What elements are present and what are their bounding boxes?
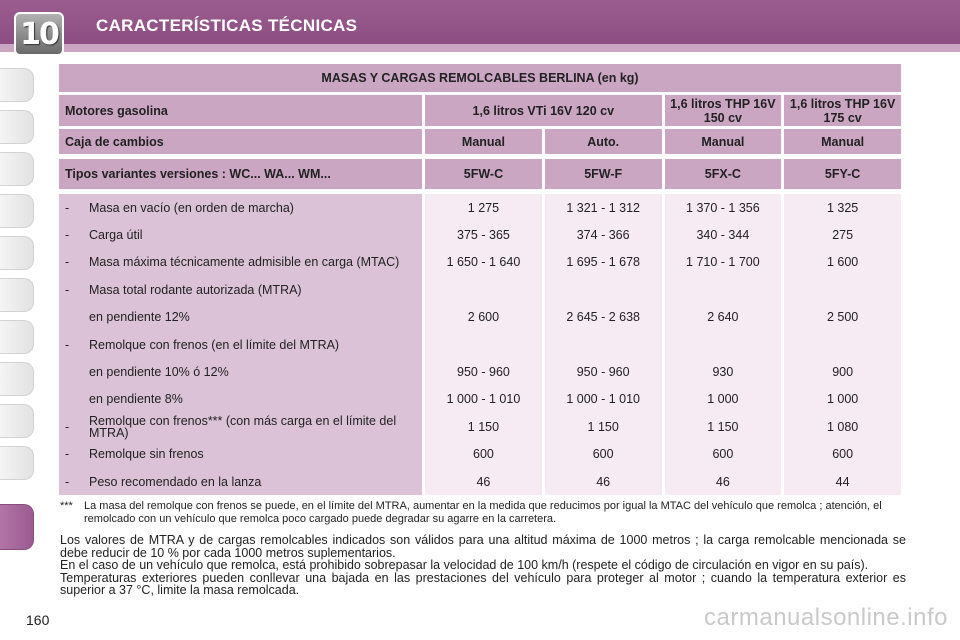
gearbox-cell: Manual (425, 129, 542, 154)
gearbox-cell: Manual (784, 129, 901, 154)
value-cell: 2 600 (425, 304, 542, 331)
value-cell: 930 (665, 358, 782, 385)
table-row (59, 194, 901, 221)
engine-header: 1,6 litros VTi 16V 120 cv (425, 95, 661, 126)
gearbox-cell: Manual (665, 129, 782, 154)
row-label-text: en pendiente 12% (89, 310, 190, 325)
footnote-text: La masa del remolque con frenos se puede, en el límite del MTRA, aumentar en la medida que reducimos por igual la MTAC del vehículo que remolca ; atención, el remolcado con un vehículo que remolca poco cargado puede degradar su agarre en la carretera. (84, 500, 882, 525)
row-label (59, 249, 422, 276)
note-paragraph: Los valores de MTRA y de cargas remolcables indicados son válidos para una altitud máxima de 1000 metros ; la carga remolcable mencionada se debe reducir de 10 % por cada 1000 metros suplementarios. (60, 533, 906, 560)
row-dash: - (65, 200, 70, 215)
row-label-text: en pendiente 8% (89, 392, 183, 407)
chapter-number-badge: 10 (14, 12, 64, 56)
value-cell (665, 276, 782, 303)
row-label-text: en pendiente 10% ó 12% (89, 365, 229, 380)
value-cell: 2 640 (665, 304, 782, 331)
value-cell (425, 276, 542, 303)
table-row (59, 386, 901, 413)
row-label (59, 413, 422, 440)
value-cell: 46 (665, 468, 782, 495)
value-cell: 1 150 (545, 413, 662, 440)
variant-cell: 5FW-F (545, 159, 662, 189)
row-label (59, 331, 422, 358)
variants-row-label: Tipos variantes versiones : WC... WA... WM... (59, 159, 422, 189)
table-row (59, 441, 901, 468)
table-row (59, 304, 901, 331)
page-title: CARACTERÍSTICAS TÉCNICAS (96, 16, 358, 35)
value-cell (545, 331, 662, 358)
value-cell: 1 321 - 1 312 (545, 194, 662, 221)
chapter-tabs (0, 60, 34, 560)
value-cell: 600 (665, 441, 782, 468)
chapter-tab[interactable] (0, 362, 34, 396)
page-number: 160 (26, 612, 50, 628)
row-label (59, 276, 422, 303)
row-dash: - (65, 337, 70, 352)
row-label (59, 304, 422, 331)
value-cell: 46 (425, 468, 542, 495)
chapter-tab[interactable] (0, 110, 34, 144)
value-cell: 600 (425, 441, 542, 468)
value-cell: 1 000 - 1 010 (425, 386, 542, 413)
gearbox-row-label: Caja de cambios (59, 129, 422, 154)
value-cell: 340 - 344 (665, 221, 782, 248)
value-cell: 2 500 (784, 304, 901, 331)
note-paragraph: Temperaturas exteriores pueden conllevar una bajada en las prestaciones del vehículo para proteger al motor ; cuando la temperatura exterior es superior a 37 °C, limite la masa remolcada. (60, 570, 906, 597)
row-dash: - (65, 474, 70, 489)
value-cell: 600 (545, 441, 662, 468)
value-cell (545, 276, 662, 303)
value-cell: 1 000 (784, 386, 901, 413)
value-cell: 1 000 (665, 386, 782, 413)
value-cell (425, 331, 542, 358)
row-label-text: Peso recomendado en la lanza (89, 474, 262, 489)
value-cell (784, 331, 901, 358)
variant-cell: 5FX-C (665, 159, 782, 189)
towing-weights-table (56, 64, 904, 495)
row-dash: - (65, 255, 70, 270)
watermark: carmanualsonline.info (704, 604, 948, 631)
footnote (60, 500, 906, 526)
chapter-tab[interactable] (0, 404, 34, 438)
table-title: MASAS Y CARGAS REMOLCABLES BERLINA (en kg) (59, 64, 901, 92)
row-label-text: Remolque sin frenos (89, 447, 204, 462)
row-label (59, 468, 422, 495)
value-cell: 2 645 - 2 638 (545, 304, 662, 331)
value-cell: 1 600 (784, 249, 901, 276)
row-label-text: Remolque con frenos (en el límite del MTRA) (89, 337, 340, 352)
value-cell: 1 150 (425, 413, 542, 440)
gearbox-cell: Auto. (545, 129, 662, 154)
chapter-tab[interactable] (0, 278, 34, 312)
notes-block (60, 534, 906, 597)
value-cell: 374 - 366 (545, 221, 662, 248)
value-cell: 1 150 (665, 413, 782, 440)
engine-row-label: Motores gasolina (59, 95, 422, 126)
chapter-tab[interactable] (0, 194, 34, 228)
chapter-tab[interactable] (0, 320, 34, 354)
row-label (59, 358, 422, 385)
value-cell: 375 - 365 (425, 221, 542, 248)
variant-cell: 5FY-C (784, 159, 901, 189)
variant-cell: 5FW-C (425, 159, 542, 189)
value-cell (665, 331, 782, 358)
table-row (59, 276, 901, 303)
value-cell: 900 (784, 358, 901, 385)
table-row (59, 413, 901, 440)
chapter-tab[interactable] (0, 68, 34, 102)
value-cell: 1 370 - 1 356 (665, 194, 782, 221)
row-dash: - (65, 282, 70, 297)
row-label-text: Masa máxima técnicamente admisible en carga (MTAC) (89, 255, 400, 270)
chapter-tab-active[interactable] (0, 504, 34, 550)
value-cell: 1 000 - 1 010 (545, 386, 662, 413)
table-row (59, 468, 901, 495)
value-cell: 600 (784, 441, 901, 468)
row-label (59, 441, 422, 468)
footnote-marker: *** (60, 500, 73, 512)
value-cell: 46 (545, 468, 662, 495)
note-paragraph: En el caso de un vehículo que remolca, está prohibido sobrepasar la velocidad de 100 km/h (respete el código de circulación en vigor en su país). (60, 558, 869, 572)
value-cell: 1 695 - 1 678 (545, 249, 662, 276)
chapter-tab[interactable] (0, 236, 34, 270)
value-cell: 1 275 (425, 194, 542, 221)
value-cell: 275 (784, 221, 901, 248)
row-label-text: Masa en vacío (en orden de marcha) (89, 200, 294, 215)
value-cell: 1 710 - 1 700 (665, 249, 782, 276)
table-row (59, 358, 901, 385)
value-cell: 44 (784, 468, 901, 495)
row-label-text: Carga útil (89, 228, 143, 243)
value-cell: 950 - 960 (425, 358, 542, 385)
table-row (59, 221, 901, 248)
value-cell: 950 - 960 (545, 358, 662, 385)
row-label (59, 221, 422, 248)
row-label-text: Remolque con frenos*** (con más carga en el límite del MTRA) (89, 413, 397, 440)
row-dash: - (65, 447, 70, 462)
value-cell (784, 276, 901, 303)
row-dash: - (65, 419, 70, 434)
engine-header: 1,6 litros THP 16V 150 cv (665, 95, 782, 126)
engine-header: 1,6 litros THP 16V 175 cv (784, 95, 901, 126)
row-label (59, 386, 422, 413)
row-label (59, 194, 422, 221)
table-row (59, 331, 901, 358)
value-cell: 1 650 - 1 640 (425, 249, 542, 276)
value-cell: 1 080 (784, 413, 901, 440)
row-dash: - (65, 228, 70, 243)
chapter-tab[interactable] (0, 446, 34, 480)
chapter-tab[interactable] (0, 152, 34, 186)
row-label-text: Masa total rodante autorizada (MTRA) (89, 282, 302, 297)
header-divider (0, 44, 960, 52)
table-row (59, 249, 901, 276)
value-cell: 1 325 (784, 194, 901, 221)
